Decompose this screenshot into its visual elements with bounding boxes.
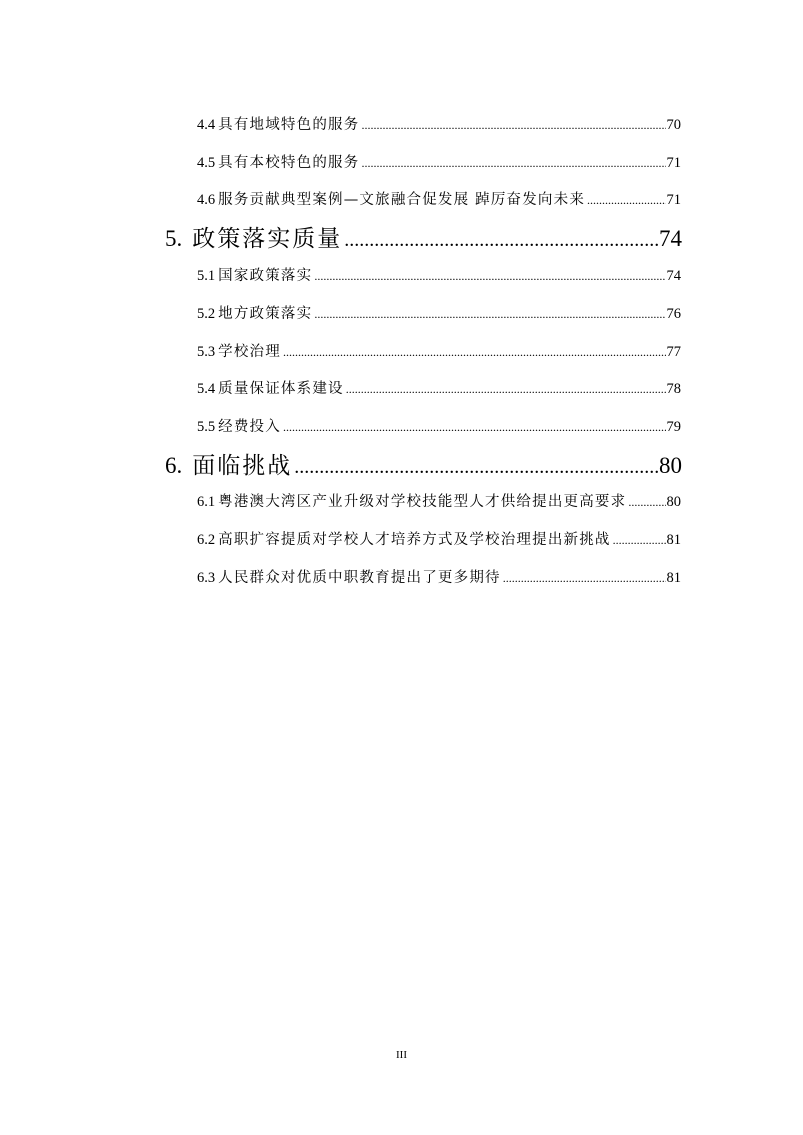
toc-entry-page: 80 — [666, 494, 681, 510]
toc-entry-number: 5.5 — [197, 419, 216, 435]
toc-leader-dots — [294, 456, 658, 479]
toc-entry-number: 4.4 — [197, 117, 216, 133]
toc-entry-6-1[interactable] — [197, 490, 681, 512]
toc-entry-number: 4.5 — [197, 155, 216, 171]
toc-entry-5[interactable] — [165, 220, 682, 250]
toc-entry-page: 76 — [666, 306, 681, 322]
toc-entry-page: 71 — [666, 155, 681, 171]
toc-entry-page: 80 — [659, 453, 682, 478]
toc-entry-number: 6.1 — [197, 494, 216, 510]
page-number: III — [396, 1049, 407, 1061]
toc-entry-title: 面临挑战 — [192, 453, 293, 479]
toc-entry-6-2[interactable] — [197, 528, 681, 550]
toc-entry-number: 5. — [165, 226, 183, 251]
toc-leader-dots — [314, 269, 665, 284]
toc-entry-title: 粤港澳大湾区产业升级对学校技能型人才供给提出更高要求 — [218, 494, 627, 510]
toc-entry-page: 77 — [666, 344, 681, 360]
toc-entry-title: 高职扩容提质对学校人才培养方式及学校治理提出新挑战 — [218, 532, 611, 548]
toc-entry-4-4[interactable] — [197, 113, 681, 135]
toc-entry-5-1[interactable] — [197, 264, 681, 286]
toc-leader-dots — [346, 382, 666, 397]
toc-entry-number: 6.3 — [197, 570, 216, 586]
toc-entry-page: 74 — [666, 268, 681, 284]
toc-entry-number: 5.3 — [197, 344, 216, 360]
toc-entry-4-6[interactable] — [197, 188, 681, 210]
toc-entry-number: 5.2 — [197, 306, 216, 322]
toc-entry-number: 5.1 — [197, 268, 216, 284]
toc-leader-dots — [503, 571, 666, 586]
toc-entry-number: 4.6 — [197, 192, 216, 208]
toc-leader-dots — [628, 495, 665, 510]
toc-entry-title: 国家政策落实 — [218, 268, 313, 284]
toc-entry-page: 81 — [666, 570, 681, 586]
toc-entry-page: 79 — [666, 419, 681, 435]
toc-entry-5-2[interactable] — [197, 302, 681, 324]
toc-entry-6[interactable] — [165, 447, 682, 477]
toc-entry-title: 质量保证体系建设 — [218, 381, 344, 397]
toc-entry-title: 人民群众对优质中职教育提出了更多期待 — [218, 570, 501, 586]
toc-entry-title: 学校治理 — [218, 344, 281, 360]
toc-entry-4-5[interactable] — [197, 151, 681, 173]
toc-leader-dots — [283, 420, 666, 435]
toc-entry-5-3[interactable] — [197, 340, 681, 362]
toc-entry-page: 71 — [666, 192, 681, 208]
toc-entry-5-4[interactable] — [197, 377, 681, 399]
toc-entry-number: 5.4 — [197, 381, 216, 397]
toc-leader-dots — [344, 229, 658, 252]
toc-entry-page: 78 — [666, 381, 681, 397]
toc-entry-title: 具有地域特色的服务 — [218, 117, 360, 133]
toc-leader-dots — [283, 345, 666, 360]
toc-leader-dots — [361, 118, 665, 133]
toc-entry-5-5[interactable] — [197, 415, 681, 437]
toc-entry-6-3[interactable] — [197, 566, 681, 588]
toc-leader-dots — [587, 193, 665, 208]
toc-entry-number: 6. — [165, 453, 183, 478]
toc-entry-title: 具有本校特色的服务 — [218, 155, 360, 171]
toc-leader-dots — [314, 307, 665, 322]
toc-entry-title: 经费投入 — [218, 419, 281, 435]
toc-entry-page: 81 — [666, 532, 681, 548]
toc-leader-dots — [361, 156, 665, 171]
toc-entry-page: 70 — [666, 117, 681, 133]
toc-leader-dots — [613, 533, 666, 548]
toc-entry-title: 政策落实质量 — [192, 226, 343, 252]
toc-entry-title: 服务贡献典型案例—文旅融合促发展 踔厉奋发向未来 — [218, 192, 586, 208]
toc-entry-page: 74 — [659, 226, 682, 251]
toc-entry-number: 6.2 — [197, 532, 216, 548]
toc-entry-title: 地方政策落实 — [218, 306, 313, 322]
